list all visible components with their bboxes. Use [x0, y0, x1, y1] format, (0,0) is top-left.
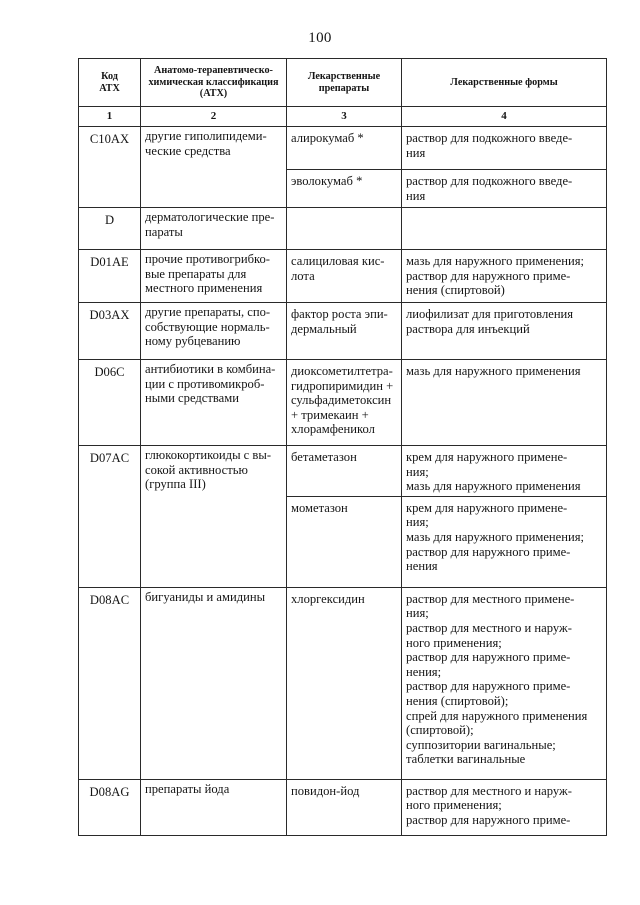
- atc-classification: [141, 587, 287, 779]
- text-line: мометазон: [291, 500, 348, 515]
- text-line: хлорамфеникол: [291, 422, 375, 437]
- text-line: раствор для подкожного введе-: [406, 174, 573, 188]
- atc-code: D01AE: [79, 250, 141, 303]
- text-line: (АТХ): [199, 88, 228, 100]
- drug-name: [287, 208, 402, 250]
- table-row: [79, 446, 607, 497]
- text-line: ного применения;: [406, 798, 502, 813]
- text-line: АТХ: [99, 82, 120, 94]
- text-line: раствор для наружного приме-: [406, 812, 571, 827]
- text-line: Код: [101, 71, 118, 83]
- text-line: бетаметазон: [291, 450, 357, 464]
- text-line: нения (спиртовой);: [406, 693, 509, 708]
- text-line: алирокумаб *: [291, 131, 364, 145]
- atc-code: D07AC: [79, 446, 141, 588]
- text-line: раствор для местного и наруж-: [406, 620, 572, 635]
- table-row: [79, 303, 607, 360]
- text-line: крем для наружного примене-: [406, 450, 568, 464]
- dosage-forms: [402, 496, 607, 587]
- text-line: эволокумаб *: [291, 174, 363, 188]
- text-line: ными средствами: [145, 391, 239, 406]
- drug-name: [287, 779, 402, 835]
- text-line: сокой активностью: [145, 462, 248, 477]
- text-line: спрей для наружного применения: [406, 708, 588, 723]
- text-line: нения (спиртовой): [406, 283, 505, 298]
- text-line: ния;: [406, 606, 429, 621]
- text-line: химическая классификация: [148, 76, 279, 88]
- text-line: крем для наружного примене-: [406, 500, 568, 515]
- text-line: раствор для наружного приме-: [406, 650, 571, 665]
- text-line: (группа III): [145, 477, 206, 492]
- text-line: препараты: [318, 82, 370, 94]
- atc-code: D08AG: [79, 779, 141, 835]
- text-line: хлоргексидин: [291, 591, 365, 606]
- text-line: ческие средства: [145, 143, 231, 158]
- table-row: [79, 360, 607, 446]
- atc-classification: [141, 446, 287, 588]
- atc-code: C10AX: [79, 127, 141, 208]
- text-line: вые препараты для: [145, 266, 247, 281]
- atc-code: D08AC: [79, 587, 141, 779]
- table-row: [79, 250, 607, 303]
- text-line: собствующие нормаль-: [145, 319, 270, 334]
- dosage-forms: [402, 208, 607, 250]
- drug-name: [287, 303, 402, 360]
- table-header-row: [79, 59, 607, 107]
- header-classification: [141, 59, 287, 107]
- drug-name: [287, 496, 402, 587]
- header-code: [79, 59, 141, 107]
- text-line: ния;: [406, 464, 429, 479]
- text-line: нения: [406, 559, 438, 574]
- table-row: [79, 587, 607, 779]
- atc-classification: [141, 250, 287, 303]
- atc-classification: [141, 127, 287, 208]
- atc-classification: [141, 208, 287, 250]
- text-line: дерматологические пре-: [145, 210, 275, 224]
- text-line: ции с противомикроб-: [145, 376, 265, 391]
- dosage-forms: [402, 303, 607, 360]
- text-line: салициловая кис-: [291, 254, 385, 268]
- atc-classification: [141, 360, 287, 446]
- header-forms: Лекарственные формы: [402, 59, 607, 107]
- drug-classification-table: [78, 58, 607, 836]
- text-line: раствор для подкожного введе-: [406, 131, 573, 145]
- text-line: дермальный: [291, 321, 357, 336]
- text-line: препараты йода: [145, 781, 230, 796]
- text-line: местного применения: [145, 281, 263, 296]
- text-line: ному рубцеванию: [145, 334, 241, 349]
- text-line: другие препараты, спо-: [145, 305, 271, 319]
- text-line: фактор роста эпи-: [291, 307, 388, 321]
- drug-name: [287, 250, 402, 303]
- text-line: раствор для местного примене-: [406, 591, 575, 606]
- text-line: прочие противогрибко-: [145, 252, 270, 266]
- text-line: повидон-йод: [291, 783, 360, 798]
- atc-code: D06C: [79, 360, 141, 446]
- text-line: Лекарственные: [307, 71, 381, 83]
- column-number: 2: [141, 107, 287, 127]
- drug-name: [287, 170, 402, 208]
- text-line: раствор для местного и наруж-: [406, 783, 572, 798]
- text-line: раствора для инъекций: [406, 321, 530, 336]
- atc-code: D03AX: [79, 303, 141, 360]
- text-line: суппозитории вагинальные;: [406, 737, 556, 752]
- text-line: глюкокортикоиды с вы-: [145, 448, 272, 462]
- text-line: ного применения;: [406, 635, 502, 650]
- atc-classification: [141, 779, 287, 835]
- dosage-forms: [402, 170, 607, 208]
- table-row: [79, 127, 607, 170]
- dosage-forms: [402, 779, 607, 835]
- atc-classification: [141, 303, 287, 360]
- column-number: 1: [79, 107, 141, 127]
- text-line: таблетки вагинальные: [406, 752, 526, 767]
- text-line: мазь для наружного применения;: [406, 529, 585, 544]
- table-row: [79, 779, 607, 835]
- drug-name: [287, 127, 402, 170]
- text-line: параты: [145, 224, 183, 239]
- text-line: ния;: [406, 515, 429, 530]
- text-line: раствор для наружного приме-: [406, 544, 571, 559]
- drug-name: [287, 446, 402, 497]
- drug-name: [287, 360, 402, 446]
- column-number: 3: [287, 107, 402, 127]
- text-line: ния: [406, 145, 426, 160]
- text-line: раствор для наружного приме-: [406, 679, 571, 694]
- text-line: гидропиримидин +: [291, 378, 394, 393]
- text-line: ния: [406, 188, 426, 203]
- text-line: Анатомо-терапевтическо-: [154, 65, 273, 77]
- text-line: нения;: [406, 664, 442, 679]
- drug-name: [287, 587, 402, 779]
- text-line: мазь для наружного применения: [406, 479, 581, 494]
- text-line: раствор для наружного приме-: [406, 268, 571, 283]
- column-number-row: [79, 107, 607, 127]
- text-line: другие гиполипидеми-: [145, 129, 267, 143]
- page-number: 100: [308, 30, 332, 46]
- text-line: мазь для наружного применения;: [406, 254, 585, 268]
- column-number: 4: [402, 107, 607, 127]
- dosage-forms: [402, 250, 607, 303]
- text-line: сульфадиметоксин: [291, 393, 392, 408]
- text-line: + тримекаин +: [291, 407, 369, 422]
- dosage-forms: [402, 587, 607, 779]
- text-line: (спиртовой);: [406, 723, 474, 738]
- atc-code: D: [79, 208, 141, 250]
- dosage-forms: [402, 127, 607, 170]
- text-line: бигуаниды и амидины: [145, 589, 266, 604]
- text-line: мазь для наружного применения: [406, 364, 581, 378]
- header-drugs: [287, 59, 402, 107]
- text-line: лиофилизат для приготовления: [406, 307, 574, 321]
- dosage-forms: [402, 360, 607, 446]
- table-row: [79, 208, 607, 250]
- text-line: лота: [291, 268, 315, 283]
- text-line: антибиотики в комбина-: [145, 362, 276, 376]
- text-line: диоксометилтетра-: [291, 364, 393, 378]
- dosage-forms: [402, 446, 607, 497]
